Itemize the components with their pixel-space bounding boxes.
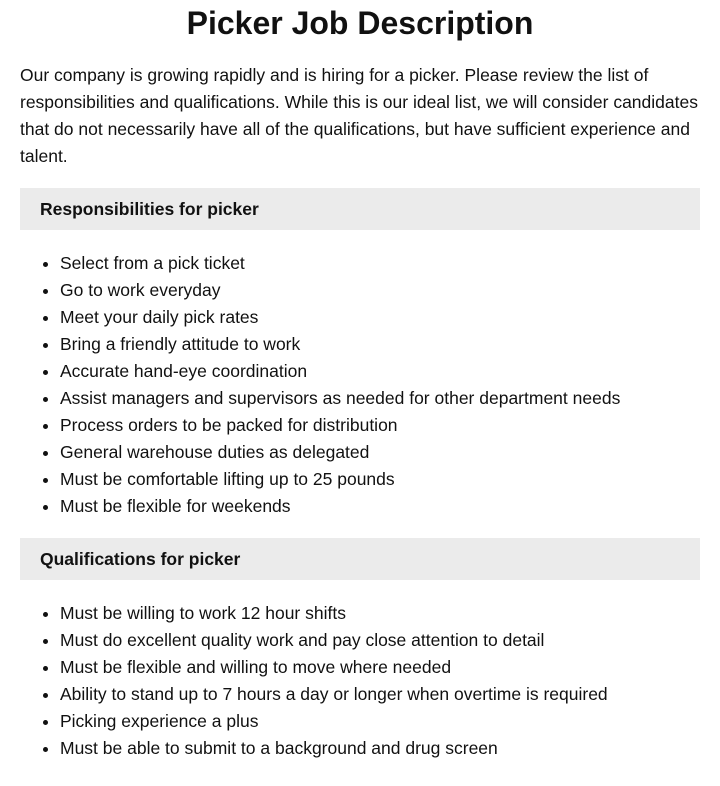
list-item: • Select from a pick ticket: [60, 250, 700, 277]
list-item: • Picking experience a plus: [60, 708, 700, 735]
list-item: • Meet your daily pick rates: [60, 304, 700, 331]
list-item: • Ability to stand up to 7 hours a day or longer when overtime is required: [60, 681, 700, 708]
list-item: • General warehouse duties as delegated: [60, 439, 700, 466]
list-item: • Must be willing to work 12 hour shifts: [60, 600, 700, 627]
list-item: • Must be flexible for weekends: [60, 493, 700, 520]
responsibilities-heading: Responsibilities for picker: [20, 188, 700, 230]
list-item: • Assist managers and supervisors as needed for other department needs: [60, 385, 700, 412]
list-item: • Go to work everyday: [60, 277, 700, 304]
list-item: • Must be able to submit to a background and drug screen: [60, 735, 700, 762]
list-item: • Must do excellent quality work and pay close attention to detail: [60, 627, 700, 654]
list-item: • Must be flexible and willing to move where needed: [60, 654, 700, 681]
list-item: • Must be comfortable lifting up to 25 pounds: [60, 466, 700, 493]
list-item: • Bring a friendly attitude to work: [60, 331, 700, 358]
responsibilities-list: [20, 250, 700, 520]
list-item: • Process orders to be packed for distribution: [60, 412, 700, 439]
qualifications-heading: Qualifications for picker: [20, 538, 700, 580]
qualifications-list: [20, 600, 700, 762]
intro-paragraph: Our company is growing rapidly and is hiring for a picker. Please review the list of responsibilities and qualifications. While this is our ideal list, we will consider candidates that do not necessarily have all of the qualifications, but have sufficient experience and talent.: [20, 65, 698, 166]
page-title: Picker Job Description: [186, 5, 534, 41]
list-item: • Accurate hand-eye coordination: [60, 358, 700, 385]
